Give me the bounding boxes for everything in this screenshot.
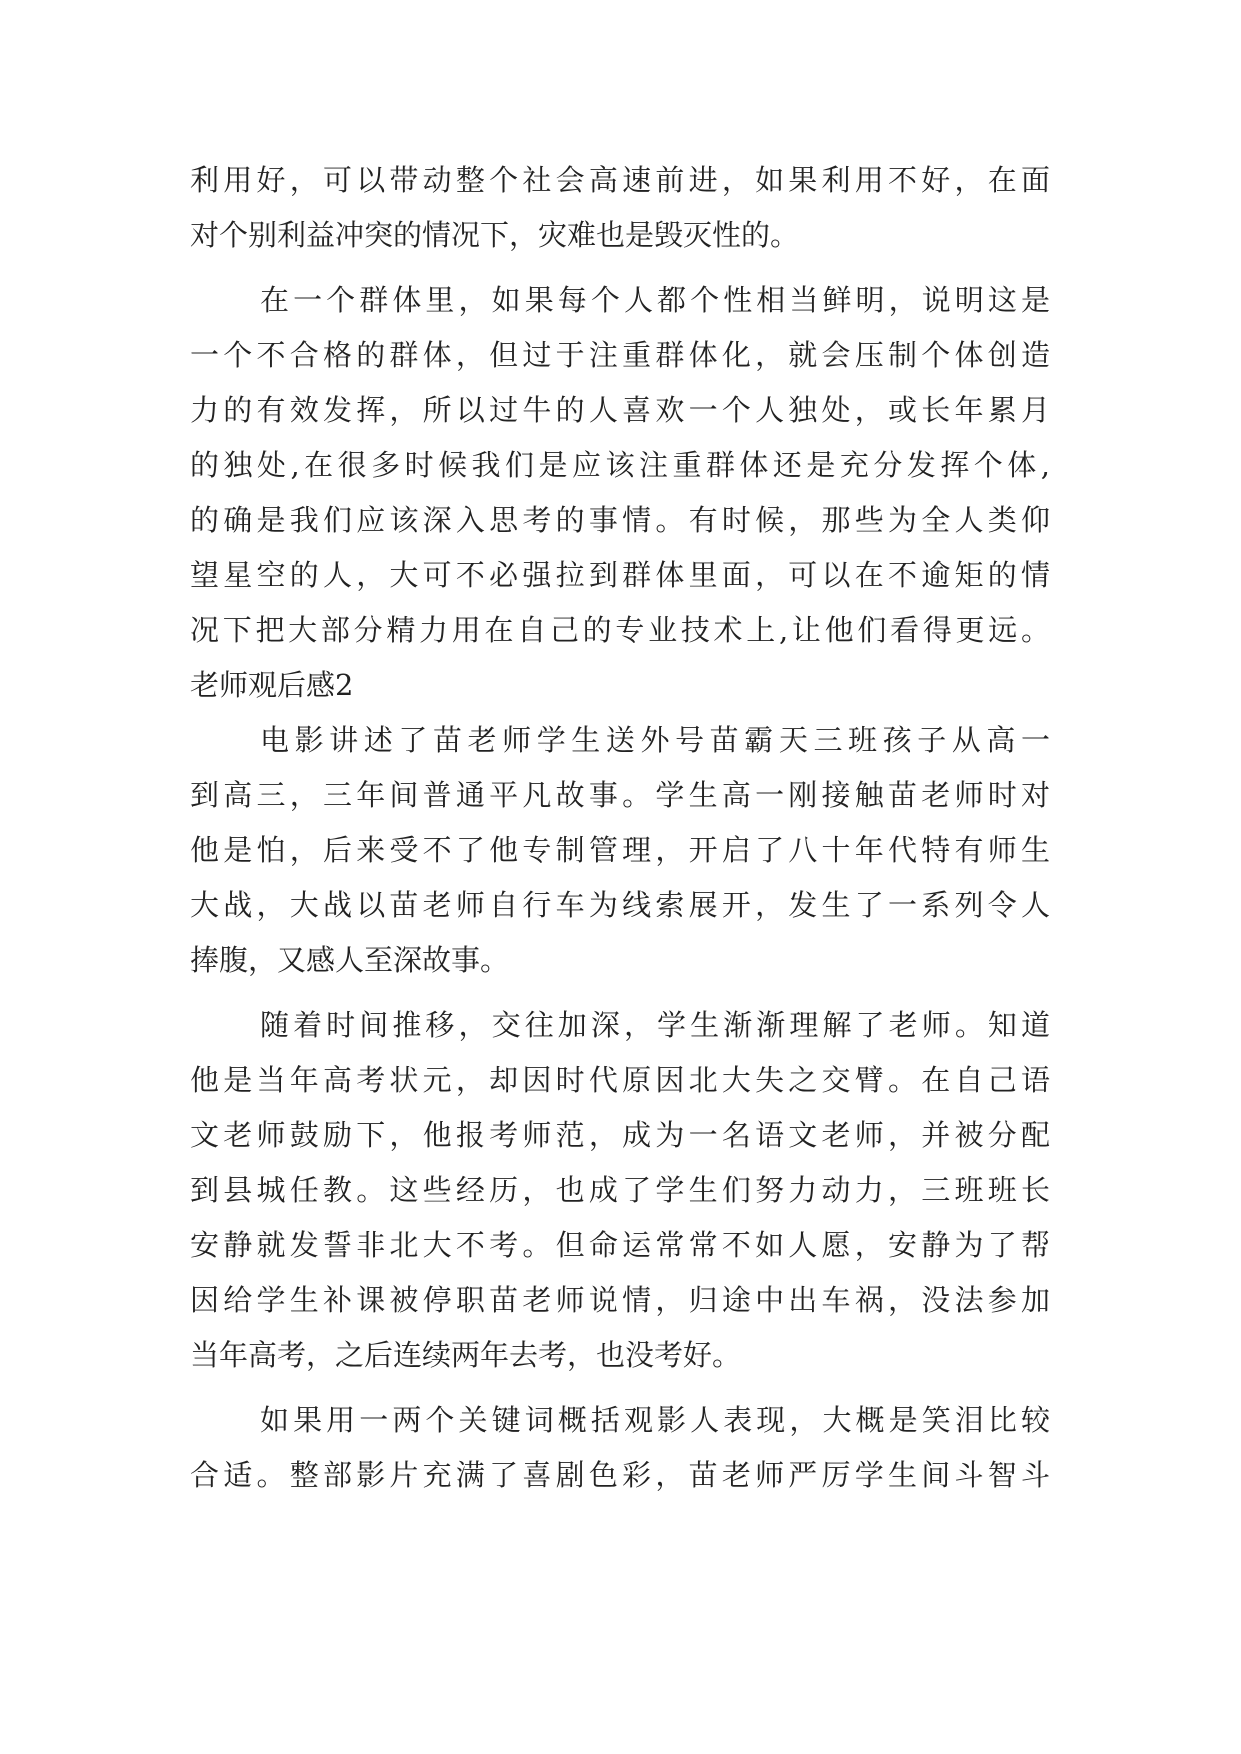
paragraph-4-line-1: 随着时间推移，交往加深，学生渐渐理解了老师。知道 (260, 1008, 1050, 1042)
paragraph-3-line-2: 到高三，三年间普通平凡故事。学生高一刚接触苗老师时对 (190, 778, 1050, 812)
paragraph-2-line-7: 况下把大部分精力用在自己的专业技术上,让他们看得更远。 (190, 613, 1050, 647)
paragraph-5-line-1: 如果用一两个关键词概括观影人表现，大概是笑泪比较 (260, 1403, 1050, 1437)
paragraph-3-line-4: 大战，大战以苗老师自行车为线索展开，发生了一系列令人 (190, 888, 1050, 922)
document-body (190, 157, 1050, 1507)
paragraph-4-line-4: 到县城任教。这些经历，也成了学生们努力动力，三班班长 (190, 1173, 1050, 1207)
paragraph-2-line-4: 的独处,在很多时候我们是应该注重群体还是充分发挥个体, (190, 448, 1050, 482)
paragraph-2-line-5: 的确是我们应该深入思考的事情。有时候，那些为全人类仰 (190, 503, 1050, 537)
paragraph-4-line-3: 文老师鼓励下，他报考师范，成为一名语文老师，并被分配 (190, 1118, 1050, 1152)
paragraph-5-line-2: 合适。整部影片充满了喜剧色彩，苗老师严厉学生间斗智斗 (190, 1458, 1050, 1492)
paragraph-4-line-7: 当年高考，之后连续两年去考，也没考好。 (190, 1338, 742, 1372)
paragraph-4-line-5: 安静就发誓非北大不考。但命运常常不如人愿，安静为了帮 (190, 1228, 1050, 1262)
paragraph-3-line-3: 他是怕，后来受不了他专制管理，开启了八十年代特有师生 (190, 833, 1050, 867)
paragraph-2-line-2: 一个不合格的群体，但过于注重群体化，就会压制个体创造 (190, 338, 1050, 372)
paragraph-3-line-1: 电影讲述了苗老师学生送外号苗霸天三班孩子从高一 (260, 723, 1050, 757)
paragraph-2-line-1: 在一个群体里，如果每个人都个性相当鲜明，说明这是 (260, 283, 1050, 317)
paragraph-2-line-6: 望星空的人，大可不必强拉到群体里面，可以在不逾矩的情 (190, 558, 1050, 592)
paragraph-4-line-2: 他是当年高考状元，却因时代原因北大失之交臂。在自己语 (190, 1063, 1050, 1097)
paragraph-2-line-3: 力的有效发挥，所以过牛的人喜欢一个人独处，或长年累月 (190, 393, 1050, 427)
paragraph-3-line-5: 捧腹，又感人至深故事。 (190, 943, 510, 977)
paragraph-1-line-1: 利用好，可以带动整个社会高速前进，如果利用不好，在面 (190, 163, 1050, 197)
paragraph-1-line-2: 对个别利益冲突的情况下，灾难也是毁灭性的。 (190, 218, 800, 252)
paragraph-4-line-6: 因给学生补课被停职苗老师说情，归途中出车祸，没法参加 (190, 1283, 1050, 1317)
section-heading: 老师观后感2 (190, 668, 354, 702)
